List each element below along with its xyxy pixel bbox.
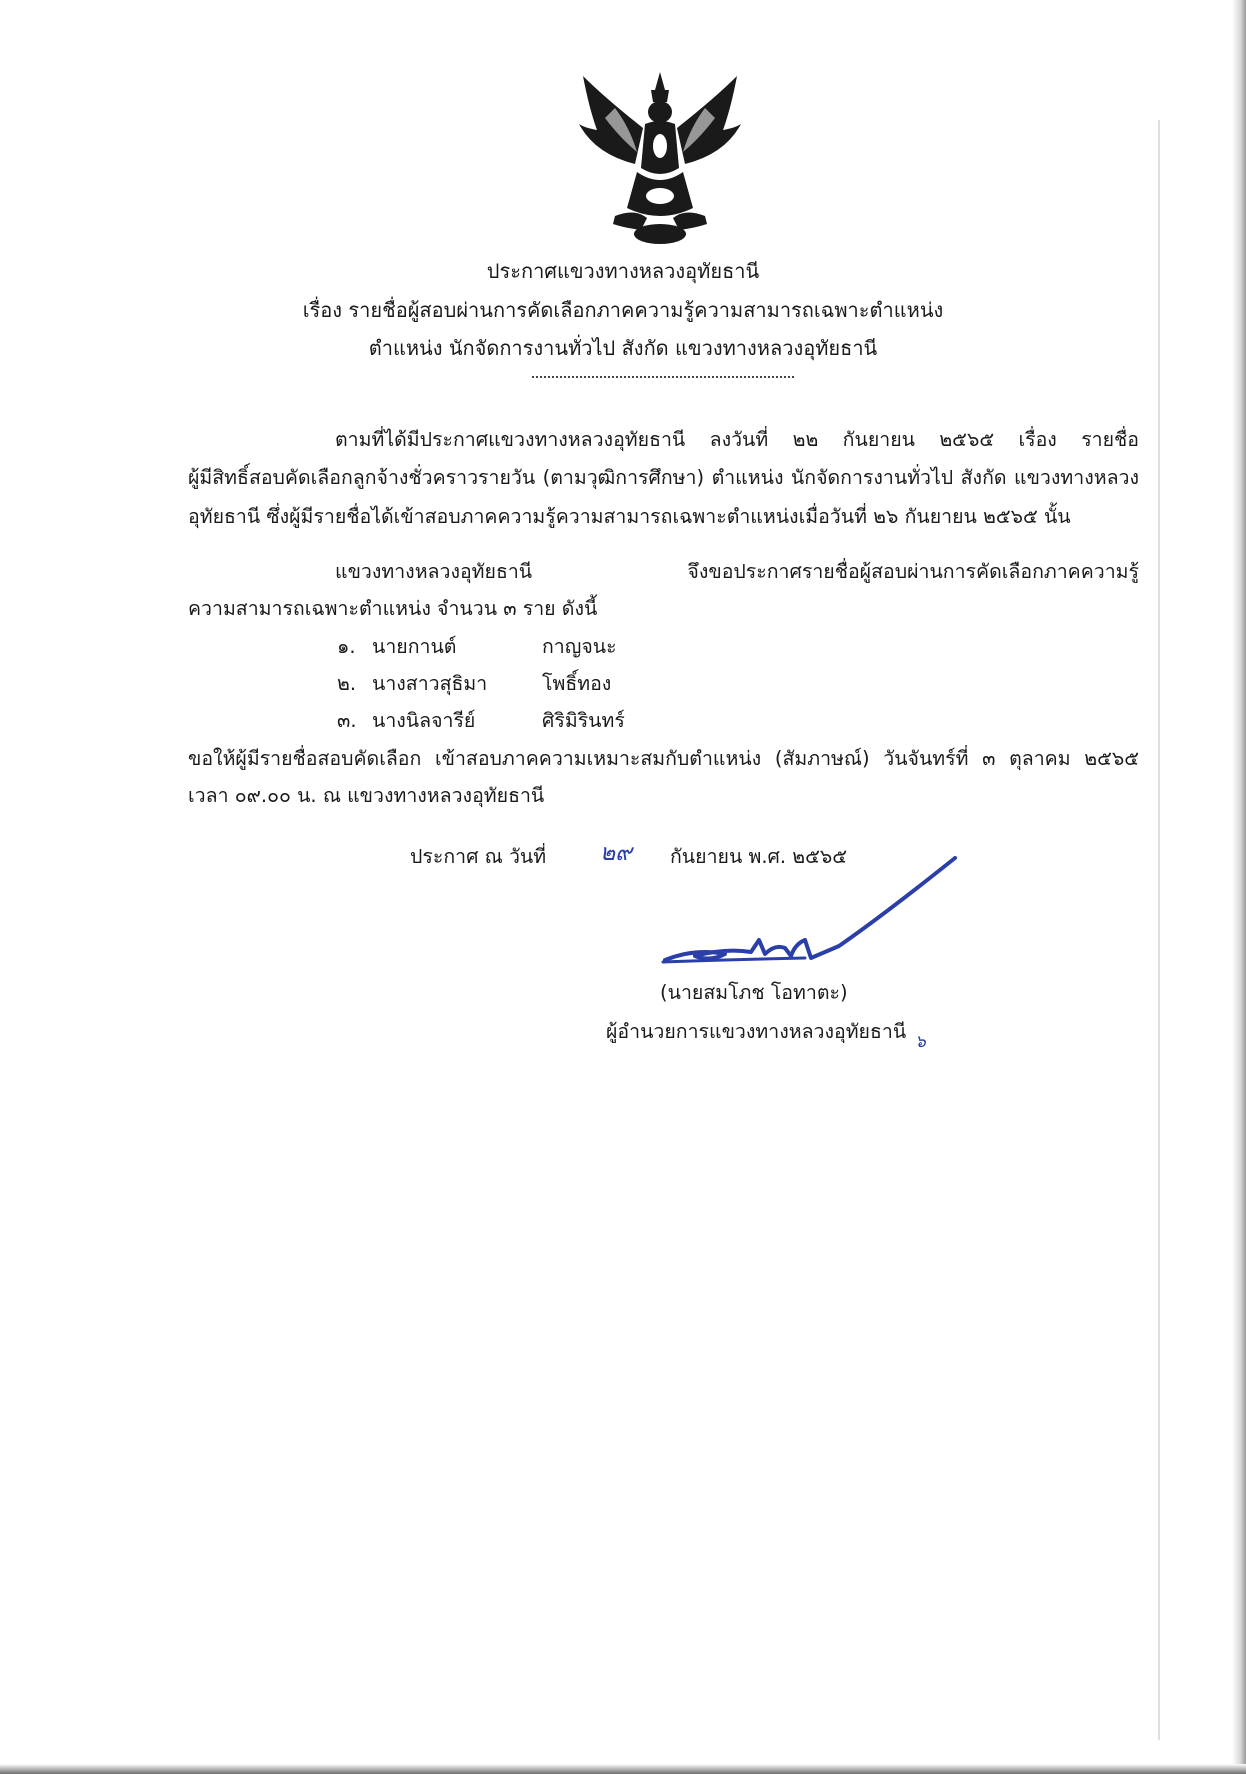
announce-day-handwritten: ๒๙	[600, 840, 633, 866]
handwritten-initial-mark: ๖	[915, 1032, 926, 1052]
list-item-name: นางสาวสุธิมา	[372, 672, 488, 695]
announce-suffix: กันยายน พ.ศ. ๒๕๖๕	[670, 845, 848, 868]
list-item-surname: โพธิ์ทอง	[542, 672, 612, 695]
list-item-name: นางนิลจารีย์	[372, 709, 476, 732]
scan-edge-bottom	[0, 1764, 1246, 1774]
announce-prefix: ประกาศ ณ วันที่	[410, 845, 547, 868]
list-item-number: ๒.	[337, 672, 357, 695]
list-item-name: นายกานต์	[372, 635, 457, 658]
list-item-surname: ศิริมิรินทร์	[542, 709, 625, 732]
list-item-number: ๓.	[337, 709, 357, 732]
para3-line-2: เวลา ๐๙.๐๐ น. ณ แขวงทางหลวงอุทัยธานี	[188, 784, 545, 807]
para2-line-1: แขวงทางหลวงอุทัยธานี จึงขอประกาศรายชื่อผู้สอบผ่านการคัดเลือกภาคความรู้	[335, 560, 1139, 583]
para1-line-3: อุทัยธานี ซึ่งผู้มีรายชื่อได้เข้าสอบภาคความรู้ความสามารถเฉพาะตำแหน่งเมื่อวันที่ ๒๖ กันยายน ๒๕๖๕ นั้น	[188, 505, 1071, 528]
para1-line-2: ผู้มีสิทธิ์สอบคัดเลือกลูกจ้างชั่วคราวรายวัน (ตามวุฒิการศึกษา) ตำแหน่ง นักจัดการงานทั่วไป สังกัด แขวงทางหลวง	[188, 466, 1139, 489]
signatory-name: (นายสมโภช โอทาตะ)	[660, 981, 848, 1004]
document-title: ประกาศแขวงทางหลวงอุทัยธานี	[486, 259, 760, 283]
scan-shadow-line	[1158, 120, 1160, 1740]
dotted-divider	[532, 376, 794, 378]
list-item-number: ๑.	[337, 635, 356, 658]
garuda-emblem-icon	[575, 68, 745, 248]
para1-line-1: ตามที่ได้มีประกาศแขวงทางหลวงอุทัยธานี ลงวันที่ ๒๒ กันยายน ๒๕๖๕ เรื่อง รายชื่อ	[335, 428, 1139, 451]
document-subject: เรื่อง รายชื่อผู้สอบผ่านการคัดเลือกภาคความรู้ความสามารถเฉพาะตำแหน่ง	[302, 298, 944, 322]
para2-line-2: ความสามารถเฉพาะตำแหน่ง จำนวน ๓ ราย ดังนี้	[188, 597, 598, 620]
signature-scribble	[655, 848, 965, 978]
position-line: ตำแหน่ง นักจัดการงานทั่วไป สังกัด แขวงทางหลวงอุทัยธานี	[368, 336, 878, 360]
para3-line-1: ขอให้ผู้มีรายชื่อสอบคัดเลือก เข้าสอบภาคความเหมาะสมกับตำแหน่ง (สัมภาษณ์) วันจันทร์ที่ ๓ ตุลาคม ๒๕๖๕	[188, 747, 1139, 770]
signatory-title: ผู้อำนวยการแขวงทางหลวงอุทัยธานี	[606, 1020, 907, 1043]
list-item-surname: กาญจนะ	[542, 635, 617, 658]
